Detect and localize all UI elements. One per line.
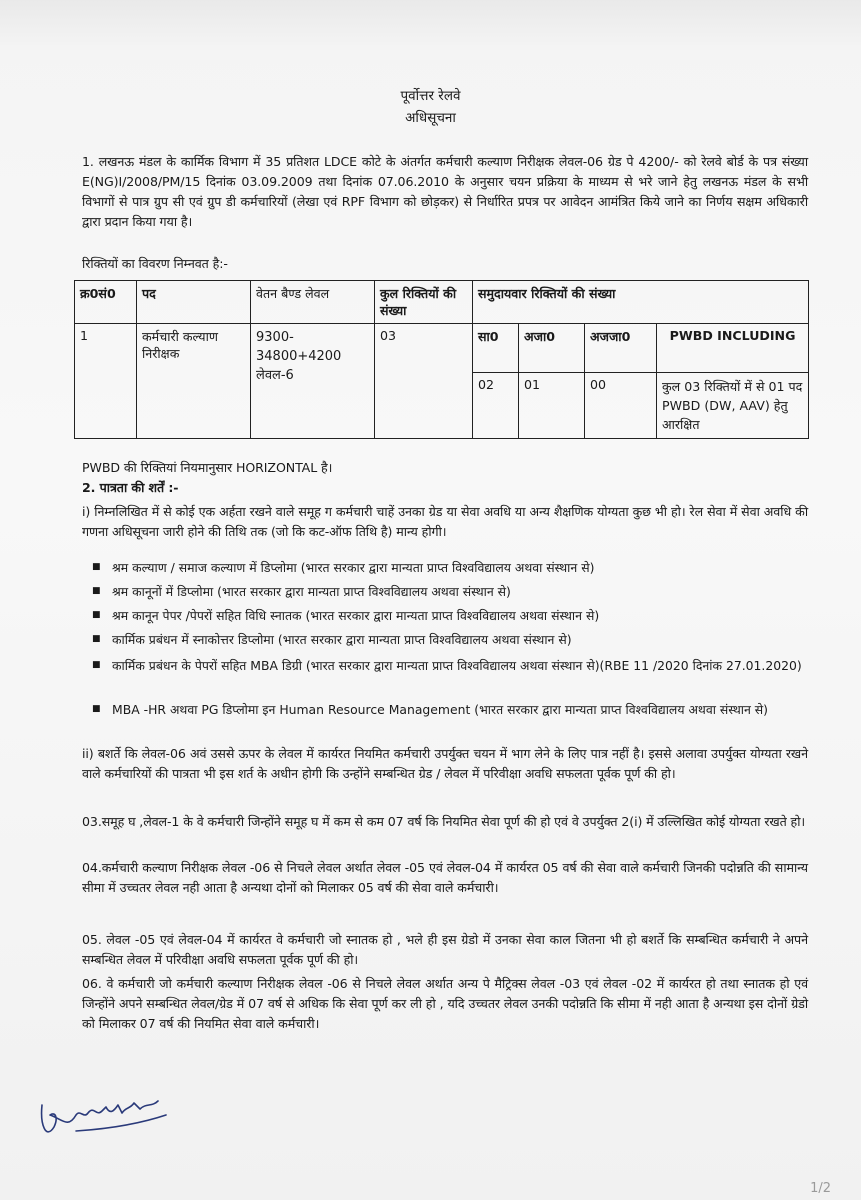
header-sno: क्र0सं0 <box>75 281 137 324</box>
header-total: कुल रिक्तियों की संख्या <box>375 281 473 324</box>
paragraph-1: 1. लखनऊ मंडल के कार्मिक विभाग में 35 प्रतिशत LDCE कोटे के अंतर्गत कर्मचारी कल्याण निरीक्षक लेवल-06 ग्रेड पे 4200/- को रेलवे बोर्ड के पत्र संख्या E(NG)I/2008/PM/15 दिनांक 03.09.2009 तथा दिनांक 07.06.2010 के अनुसार चयन प्रक्रिया के माध्यम से भरे जाने हेतु लखनऊ मंडल के सभी विभागों से पात्र ग्रुप सी एवं ग्रुप डी कर्मचारियों (लेखा एवं RPF विभाग को छोड़कर) से निर्धारित प्रपत्र पर आवेदन आमंत्रित किये जाने का निर्णय सक्षम अधिकारी द्वारा प्रदान किया गया है। <box>82 154 808 229</box>
condition-06: 06. वे कर्मचारी जो कर्मचारी कल्याण निरीक्षक लेवल -06 से निचले लेवल अर्थात अन्य पे मैट्रिक्स लेवल -03 एवं लेवल -02 में कार्यरत हो तथा स्नातक हो एवं जिन्होंने अपने सम्बन्धित लेवल/ग्रेड में 07 वर्ष से अधिक कि सेवा पूर्ण कर ली हो , यदि उच्चतर लेवल उनकी पदोन्नति कि सीमा में नही आता है अन्यथा इस दोनों ग्रेडो को मिलाकर 07 वर्ष की नियमित सेवा वाले कर्मचारी। <box>82 976 808 1031</box>
condition-i: i) निम्नलिखित में से कोई एक अर्हता रखने वाले समूह ग कर्मचारी चाहें उनका ग्रेड या सेवा अवधि या अन्य शैक्षणिक योग्यता कुछ भी हो। रेल सेवा में सेवा अवधि की गणना अधिसूचना जारी होने की तिथि तक (जो कि कट-ऑफ तिथि है) मान्य होगी। <box>82 504 808 539</box>
list-item: ■ MBA -HR अथवा PG डिप्लोमा इन Human Resource Management (भारत सरकार द्वारा मान्यता प्राप्त विश्वविद्यालय अथवा संस्थान से) <box>112 700 802 719</box>
notice-title: अधिसूचना <box>405 110 456 126</box>
subheader-pwbd: PWBD INCLUDING <box>657 324 809 373</box>
header-post: पद <box>137 281 251 324</box>
header-community: समुदायवार रिक्तियों की संख्या <box>473 281 809 324</box>
signature-image <box>36 1085 186 1145</box>
subheader-gen: सा0 <box>473 324 519 373</box>
cell-st: 00 <box>585 373 657 439</box>
vacancy-table <box>74 280 809 439</box>
page-number: 1/2 <box>810 1181 831 1196</box>
pwbd-note: PWBD की रिक्तियां नियमानुसार HORIZONTAL है। <box>82 460 333 475</box>
condition-03: 03.समूह घ ,लेवल-1 के वे कर्मचारी जिन्होंने समूह घ में कम से कम 07 वर्ष कि नियमित सेवा पूर्ण की हो एवं वे उपर्युक्त 2(i) में उल्लिखित कोई योग्यता रखते हो। <box>82 814 806 829</box>
cell-pay: 9300-34800+4200 लेवल-6 <box>251 324 375 439</box>
eligibility-title: 2. पात्रता की शर्तें :- <box>82 480 179 495</box>
cell-sc: 01 <box>519 373 585 439</box>
subheader-sc: अजा0 <box>519 324 585 373</box>
list-item: ■ श्रम कानूनों में डिप्लोमा (भारत सरकार द्वारा मान्यता प्राप्त विश्वविद्यालय अथवा संस्थान से) <box>112 582 802 601</box>
condition-05: 05. लेवल -05 एवं लेवल-04 में कार्यरत वे कर्मचारी जो स्नातक हो , भले ही इस ग्रेडो में उनका सेवा काल जितना भी हो बशर्ते कि सम्बन्धित कर्मचारी ने अपने सम्बन्धित लेवल में परिवीक्षा अवधि सफलता पूर्वक पूर्ण की हो। <box>82 932 808 967</box>
list-item: ■ श्रम कानून पेपर /पेपरों सहित विधि स्नातक (भारत सरकार द्वारा मान्यता प्राप्त विश्वविद्यालय अथवा संस्थान से) <box>112 606 802 625</box>
cell-sno: 1 <box>75 324 137 439</box>
cell-post: कर्मचारी कल्याण निरीक्षक <box>137 324 251 439</box>
cell-total: 03 <box>375 324 473 439</box>
vacancy-intro: रिक्तियों का विवरण निम्नवत है:- <box>82 256 228 271</box>
subheader-st: अजजा0 <box>585 324 657 373</box>
list-item: ■ कार्मिक प्रबंधन में स्नाकोत्तर डिप्लोमा (भारत सरकार द्वारा मान्यता प्राप्त विश्वविद्यालय अथवा संस्थान से) <box>112 630 802 649</box>
table-row <box>75 324 809 373</box>
condition-ii: ii) बशर्ते कि लेवल-06 अवं उससे ऊपर के लेवल में कार्यरत नियमित कर्मचारी उपर्युक्त चयन में भाग लेने के लिए पात्र नहीं है। इससे अलावा उपर्युक्त योग्यता रखने वाले कर्मचारियों की पात्रता भी इस शर्त के अधीन होगी कि उन्होंने सम्बन्धित ग्रेड / लेवल में परिवीक्षा अवधि सफलता पूर्वक पूर्ण की हो। <box>82 746 808 781</box>
condition-04: 04.कर्मचारी कल्याण निरीक्षक लेवल -06 से निचले लेवल अर्थात लेवल -05 एवं लेवल-04 में कार्यरत 05 वर्ष की सेवा वाले कर्मचारी जिनकी पदोन्नति की सामान्य सीमा में उच्चतर लेवल नही आता है अन्यथा दोनों को मिलाकर 05 वर्ष की सेवा वाले कर्मचारी। <box>82 860 808 895</box>
org-name: पूर्वोत्तर रेलवे <box>400 88 461 104</box>
cell-gen: 02 <box>473 373 519 439</box>
list-item: ■ श्रम कल्याण / समाज कल्याण में डिप्लोमा (भारत सरकार द्वारा मान्यता प्राप्त विश्वविद्यालय अथवा संस्थान से) <box>112 558 802 577</box>
cell-pwbd: कुल 03 रिक्तियों में से 01 पद PWBD (DW, AAV) हेतु आरक्षित <box>657 373 809 439</box>
header-pay: वेतन बैण्ड लेवल <box>251 281 375 324</box>
table-header-row <box>75 281 809 324</box>
list-item: ■ कार्मिक प्रबंधन के पेपरों सहित MBA डिग्री (भारत सरकार द्वारा मान्यता प्राप्त विश्वविद्यालय अथवा संस्थान से)(RBE 11 /2020 दिनांक 27.01.2020) <box>112 656 802 675</box>
